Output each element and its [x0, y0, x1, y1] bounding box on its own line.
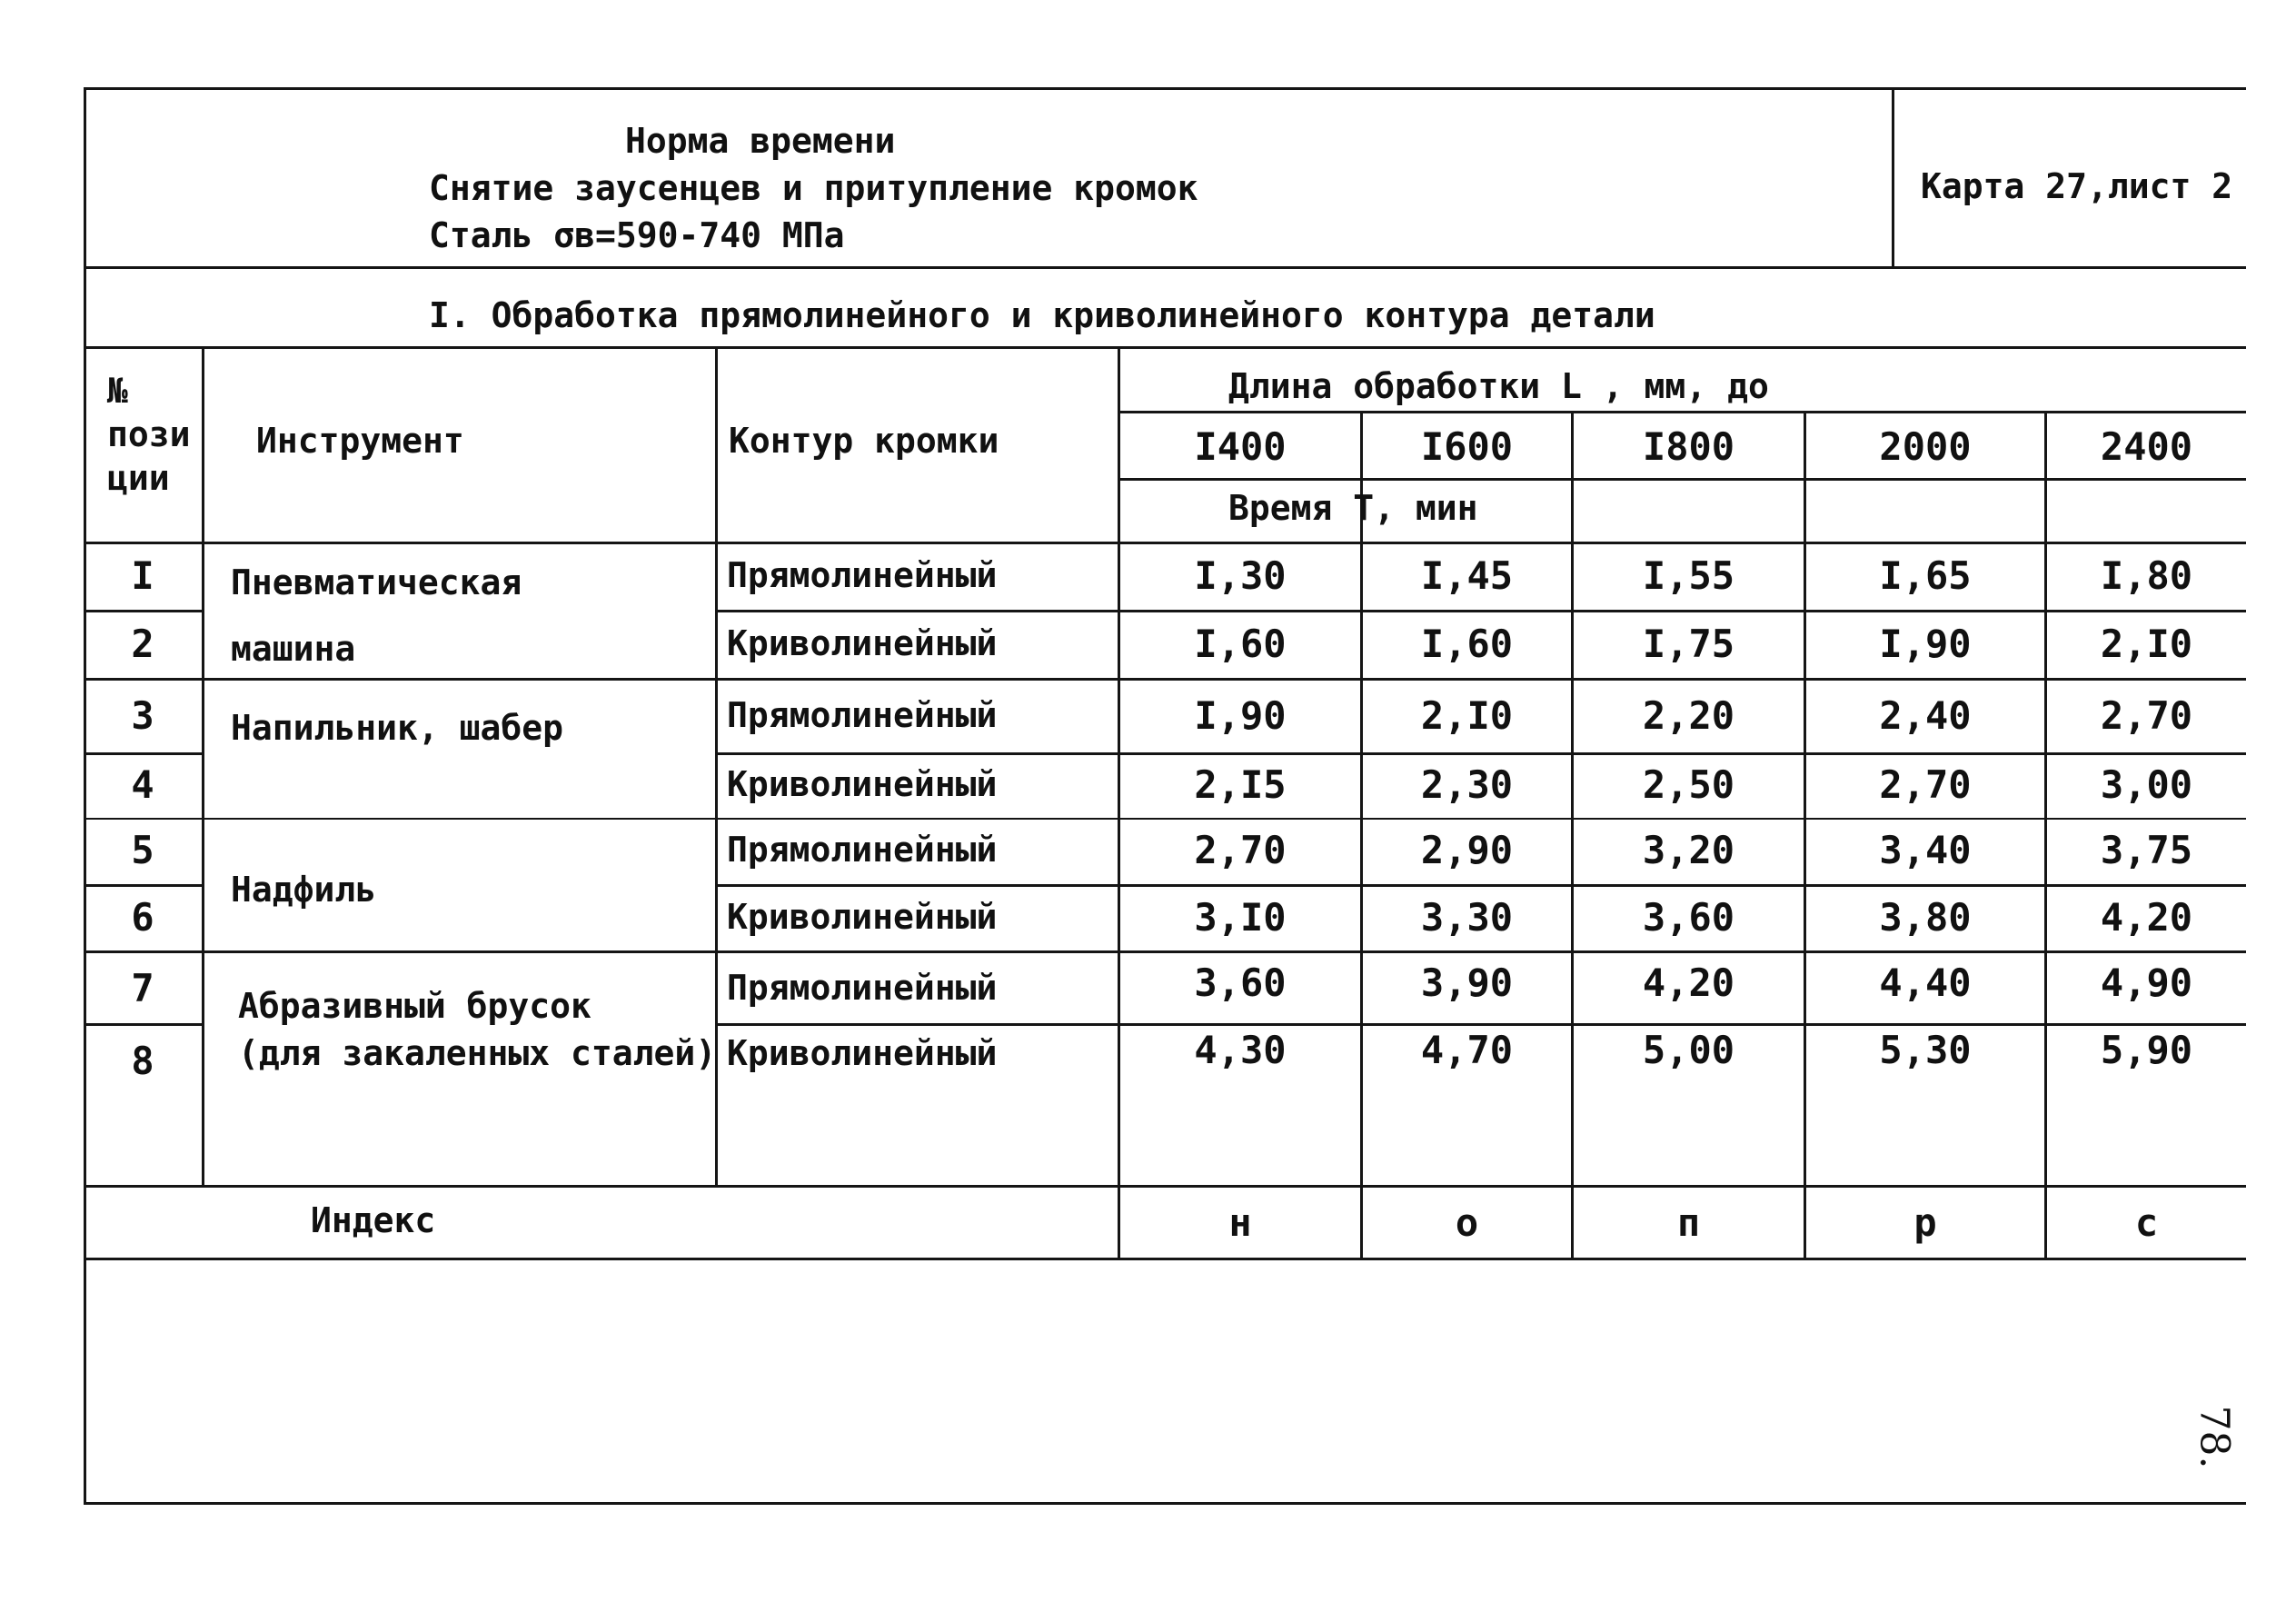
time-cell: 2,90: [1420, 828, 1514, 872]
contour-cell: Криволинейный: [727, 897, 998, 937]
time-cell: 2,20: [1642, 693, 1735, 738]
time-cell: I,45: [1420, 553, 1514, 598]
row-line-1: [715, 610, 2246, 612]
time-cell: 2,30: [1420, 762, 1514, 807]
index-cell: п: [1676, 1200, 1701, 1245]
row-line-5-pos: [84, 884, 202, 887]
time-cell: 2,I5: [1194, 762, 1287, 807]
time-cell: 2,70: [1879, 762, 1972, 807]
table-header-bottom-line: [84, 542, 2246, 544]
row-line-3: [715, 752, 2246, 755]
time-cell: 4,90: [2100, 960, 2193, 1005]
card-label: Карта 27,лист 2: [1921, 166, 2233, 206]
contour-cell: Криволинейный: [727, 764, 998, 804]
row-line-8: [84, 1185, 2246, 1188]
header-bottom-line: [84, 266, 2246, 269]
contour-cell: Прямолинейный: [727, 695, 998, 735]
norm-card-sheet: [84, 87, 2246, 1505]
tool-file-scraper: Напильник, шабер: [231, 708, 564, 748]
time-cell: I,90: [1879, 622, 1972, 666]
header-pos: № пози ции: [107, 371, 191, 498]
row-line-2: [84, 678, 2246, 681]
tool-abrasive-line1: Абразивный брусок: [238, 986, 591, 1026]
time-cell: 4,20: [2100, 895, 2193, 940]
time-cell: 4,40: [1879, 960, 1972, 1005]
tool-pneumatic-line2: машина: [231, 629, 356, 669]
title-line-3: Сталь σв=590-740 МПа: [429, 215, 845, 255]
pos-cell: I: [131, 553, 154, 598]
pos-cell: 7: [131, 966, 154, 1010]
lengths-bottom-line: [1118, 478, 2246, 481]
length-header: Длина обработки L , мм, до: [1228, 366, 1769, 406]
time-cell: 4,70: [1420, 1028, 1514, 1072]
col-line-pos: [202, 346, 204, 1187]
row-line-1-pos: [84, 610, 202, 612]
time-cell: 5,00: [1642, 1028, 1735, 1072]
header-tool: Инструмент: [256, 421, 464, 461]
bottom-border: [84, 1502, 2246, 1505]
index-label: Индекс: [311, 1200, 436, 1240]
header-divider: [1892, 87, 1894, 269]
index-cell: р: [1913, 1200, 1937, 1245]
index-cell: н: [1228, 1200, 1252, 1245]
pos-cell: 8: [131, 1039, 154, 1083]
time-cell: 2,I0: [1420, 693, 1514, 738]
row-line-7-pos: [84, 1023, 202, 1026]
time-cell: 3,90: [1420, 960, 1514, 1005]
time-cell: 5,90: [2100, 1028, 2193, 1072]
time-cell: 3,75: [2100, 828, 2193, 872]
time-cell: I,80: [2100, 553, 2193, 598]
length-header-line: [1118, 411, 2246, 413]
row-line-5: [715, 884, 2246, 887]
time-cell: 3,80: [1879, 895, 1972, 940]
time-cell: I,90: [1194, 693, 1287, 738]
time-cell: 2,I0: [2100, 622, 2193, 666]
time-cell: 4,20: [1642, 960, 1735, 1005]
tool-pneumatic-line1: Пневматическая: [231, 562, 522, 602]
contour-cell: Прямолинейный: [727, 968, 998, 1008]
time-cell: 3,60: [1642, 895, 1735, 940]
time-cell: 3,I0: [1194, 895, 1287, 940]
title-line-2: Снятие заусенцев и притупление кромок: [429, 168, 1198, 208]
pos-cell: 4: [131, 762, 154, 807]
time-cell: I,65: [1879, 553, 1972, 598]
title-line-1: Норма времени: [625, 121, 896, 161]
time-cell: 3,60: [1194, 960, 1287, 1005]
time-cell: 2,40: [1879, 693, 1972, 738]
time-cell: 5,30: [1879, 1028, 1972, 1072]
time-cell: 3,20: [1642, 828, 1735, 872]
row-line-6: [84, 950, 2246, 953]
header-contour: Контур кромки: [729, 421, 999, 461]
time-cell: 2,50: [1642, 762, 1735, 807]
time-cell: 2,70: [1194, 828, 1287, 872]
contour-cell: Криволинейный: [727, 623, 998, 663]
time-cell: I,60: [1420, 622, 1514, 666]
length-1800: I800: [1642, 424, 1735, 469]
time-cell: 3,00: [2100, 762, 2193, 807]
time-cell: I,75: [1642, 622, 1735, 666]
index-cell: с: [2134, 1200, 2159, 1245]
contour-cell: Прямолинейный: [727, 830, 998, 870]
tool-abrasive-line2: (для закаленных сталей): [238, 1033, 717, 1073]
tool-needle-file: Надфиль: [231, 870, 377, 910]
time-cell: I,55: [1642, 553, 1735, 598]
contour-cell: Криволинейный: [727, 1033, 998, 1073]
time-cell: 2,70: [2100, 693, 2193, 738]
row-line-4: [84, 818, 2246, 820]
pos-cell: 5: [131, 828, 154, 872]
pos-cell: 6: [131, 895, 154, 940]
time-cell: 3,30: [1420, 895, 1514, 940]
time-cell: I,60: [1194, 622, 1287, 666]
page-number: 78.: [2191, 1405, 2238, 1469]
length-2400: 2400: [2100, 424, 2193, 469]
time-header: Время Т, мин: [1228, 488, 1478, 528]
pos-cell: 2: [131, 622, 154, 666]
length-1400: I400: [1194, 424, 1287, 469]
section-bottom-line: [84, 346, 2246, 349]
contour-cell: Прямолинейный: [727, 555, 998, 595]
length-1600: I600: [1420, 424, 1514, 469]
length-2000: 2000: [1879, 424, 1972, 469]
time-cell: I,30: [1194, 553, 1287, 598]
index-cell: о: [1455, 1200, 1479, 1245]
time-cell: 4,30: [1194, 1028, 1287, 1072]
top-border: [84, 87, 2246, 90]
index-bottom-line: [84, 1258, 2246, 1260]
time-cell: 3,40: [1879, 828, 1972, 872]
pos-cell: 3: [131, 693, 154, 738]
section-title: I. Обработка прямолинейного и криволинейного контура детали: [429, 295, 1655, 335]
row-line-3-pos: [84, 752, 202, 755]
